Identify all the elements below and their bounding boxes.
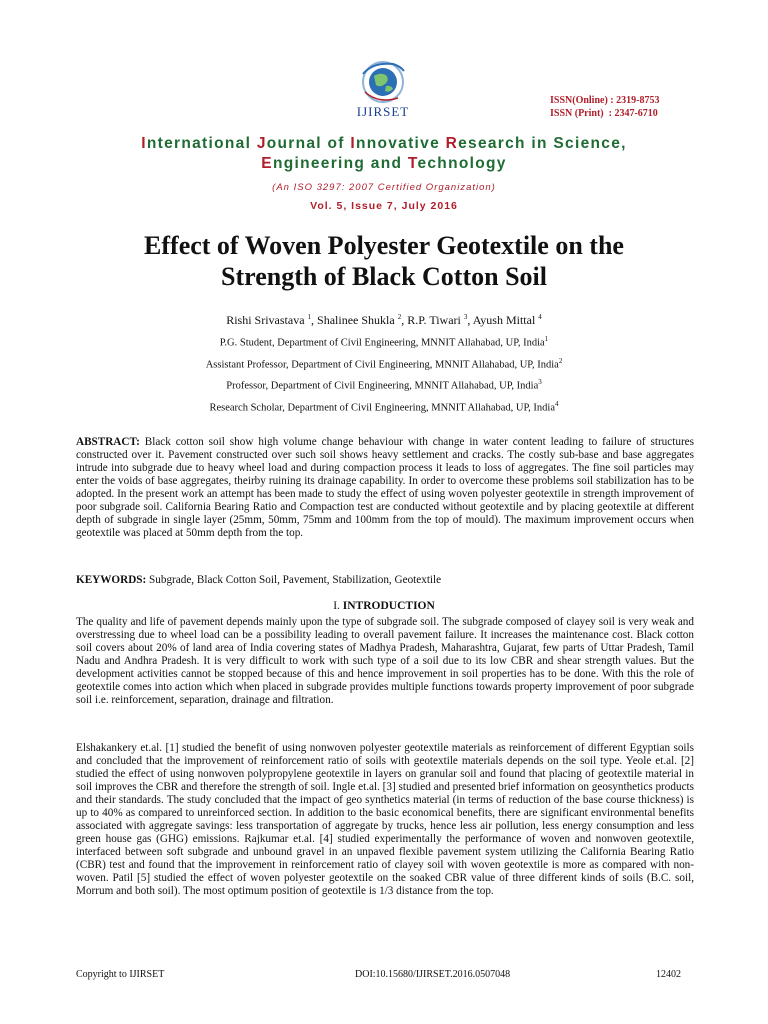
journal-word: nternational — [146, 135, 257, 152]
affiliation-text: Research Scholar, Department of Civil Engineering, MNNIT Allahabad, UP, India — [209, 402, 555, 414]
section-title: INTRODUCTION — [342, 600, 435, 612]
journal-initial: T — [407, 155, 418, 172]
abstract-text: Black cotton soil show high volume change behaviour with change in water content leading to failure of structures constructed over it. Pavement constructed over such soil shows heavy settlement and cracks. The costly sub-base and base aggregates intrude into subgrade due to heavy wheel load and during compaction process it leads to loss of aggregates. The fine soil particles may enter the voids of base aggregates, theirby ruining its drainage capability. In order to overcome these problems soil stabilization has to be adopted. In the present work an attempt has been made to study the effect of using woven polyester geotextile in strength improvement of poor subgrade soil. California Bearing Ratio and Compaction test are conducted without geotextile and by placing geotextile at different depth of subgrade in single layer (25mm, 50mm, 75mm and 100mm from the top of mould). The maximum improvement occurs when geotextile was placed at 50mm depth from the top. — [76, 436, 694, 539]
journal-word: ngineering and — [272, 155, 408, 172]
section-heading — [0, 600, 768, 612]
footer-page-number: 12402 — [656, 969, 681, 980]
certification: (An ISO 3297: 2007 Certified Organization) — [272, 182, 496, 193]
journal-word: esearch in Science, — [458, 135, 627, 152]
affiliation-sup: 2 — [558, 357, 563, 365]
volume-issue: Vol. 5, Issue 7, July 2016 — [310, 200, 458, 212]
keywords-label: KEYWORDS: — [76, 574, 147, 586]
affiliation — [0, 400, 768, 414]
author-name: , R.P. Tiwari — [401, 313, 464, 327]
footer-copyright: Copyright to IJIRSET — [76, 969, 165, 980]
intro-paragraph-1: The quality and life of pavement depends mainly upon the type of subgrade soil. The subgrade composed of clayey soil is very weak and overstressing due to wheel load can be a possibility leading to overall pavement failure. It increases the maintenance cost. Black cotton soil covers about 20% of land area of India covering states of Madhya Pradesh, Maharashtra, Gujarat, few parts of Uttar Pradesh, Tamil Nadu and Andhra Pradesh. It is very difficult to work with such type of a soil due to its low CBR and shear strength values. But the development activities cannot be stopped because of this and hence improvement in soil properties has to be done. With this the role of geotextile comes into action which when placed in subgrade provides multiple functions towards property improvement of poor subgrade soil i.e. reinforcement, separation, drainage and filtration. — [76, 616, 694, 706]
journal-word: echnology — [417, 155, 507, 172]
affiliation-text: Assistant Professor, Department of Civil Engineering, MNNIT Allahabad, UP, India — [205, 359, 559, 371]
journal-initial: E — [261, 155, 273, 172]
author-list — [0, 313, 768, 328]
journal-logo — [338, 58, 428, 122]
journal-name — [40, 134, 728, 174]
affiliation-text: Professor, Department of Civil Engineering, MNNIT Allahabad, UP, India — [226, 380, 539, 392]
affiliation-text: P.G. Student, Department of Civil Engineering, MNNIT Allahabad, UP, India — [219, 337, 545, 349]
globe-logo-icon — [338, 58, 428, 106]
author-name: , Shalinee Shukla — [311, 313, 398, 327]
affiliation — [0, 357, 768, 371]
author-sup: 3 — [463, 313, 468, 321]
footer-doi: DOI:10.15680/IJIRSET.2016.0507048 — [355, 969, 511, 980]
journal-initial: I — [141, 135, 147, 152]
affiliation — [0, 378, 768, 392]
abstract — [76, 436, 694, 540]
logo-text: IJIRSET — [356, 104, 410, 119]
author-name: Rishi Srivastava — [226, 313, 308, 327]
keywords-text: Subgrade, Black Cotton Soil, Pavement, Stabilization, Geotextile — [146, 574, 442, 586]
issn-online: ISSN(Online) : 2319-8753 — [550, 95, 660, 106]
keywords — [76, 574, 694, 587]
paper-title-line-2: Strength of Black Cotton Soil — [221, 262, 547, 291]
journal-initial: I — [350, 135, 356, 152]
journal-word: nnovative — [355, 135, 446, 152]
issn-block — [550, 94, 720, 120]
affiliation-sup: 1 — [544, 335, 549, 343]
journal-word: ournal of — [266, 135, 351, 152]
abstract-label: ABSTRACT: — [76, 436, 140, 448]
affiliation-sup: 3 — [538, 378, 542, 386]
paper-title-line-1: Effect of Woven Polyester Geotextile on the — [144, 231, 624, 260]
journal-initial: J — [256, 135, 267, 152]
affiliation-sup: 4 — [555, 400, 559, 408]
journal-name-line-2 — [40, 154, 728, 174]
intro-paragraph-2: Elshakankery et.al. [1] studied the benefit of using nonwoven polyester geotextile materials as reinforcement of different Egyptian soils and concluded that the improvement of reinforcement ratio of soils with geotextile materials depends on the soil type. Yeole et.al. [2] studied the effect of using nonwoven polypropylene geotextile in layers on granular soil and found that placing of geotextile material in soil improves the CBR and therefore the strength of soil. Ingle et.al. [3] studied and presented brief information on geosynthetics products and their standards. The study concluded that the impact of geo synthetics material (in terms of reduction of the base course thickness) is up to 40% as compared to unreinforced section. In addition to the basic economical benefits, there are significant environmental benefits associated with aggregate savings: less transportation of aggregate by trucks, hence less air pollution, less energy consumption and less green house gas (GHG) emissions. Rajkumar et.al. [4] studied experimentally the performance of woven and nonwoven geotextile, interfaced between soft subgrade and unbound gravel in an unpaved flexible pavement system utilizing the California Bearing Ratio (CBR) test and found that the improvement in reinforcement ratio of clayey soil with woven geotextile is more as compared with non-woven. Patil [5] studied the effect of woven polyester geotextile on the soaked CBR value of three different kinds of soils (B.C. soil, Morrum and both soil). The most optimum position of geotextile is 1/3 distance from the top. — [76, 742, 694, 897]
author-sup: 4 — [538, 313, 542, 321]
author-sup: 1 — [307, 313, 312, 321]
journal-initial: R — [445, 135, 459, 152]
section-number: I. — [333, 600, 343, 612]
author-sup: 2 — [397, 313, 402, 321]
journal-name-line-1 — [40, 134, 728, 154]
affiliation — [0, 335, 768, 349]
issn-print: ISSN (Print) : 2347-6710 — [550, 108, 658, 119]
author-name: , Ayush Mittal — [467, 313, 539, 327]
paper-title — [60, 230, 708, 292]
